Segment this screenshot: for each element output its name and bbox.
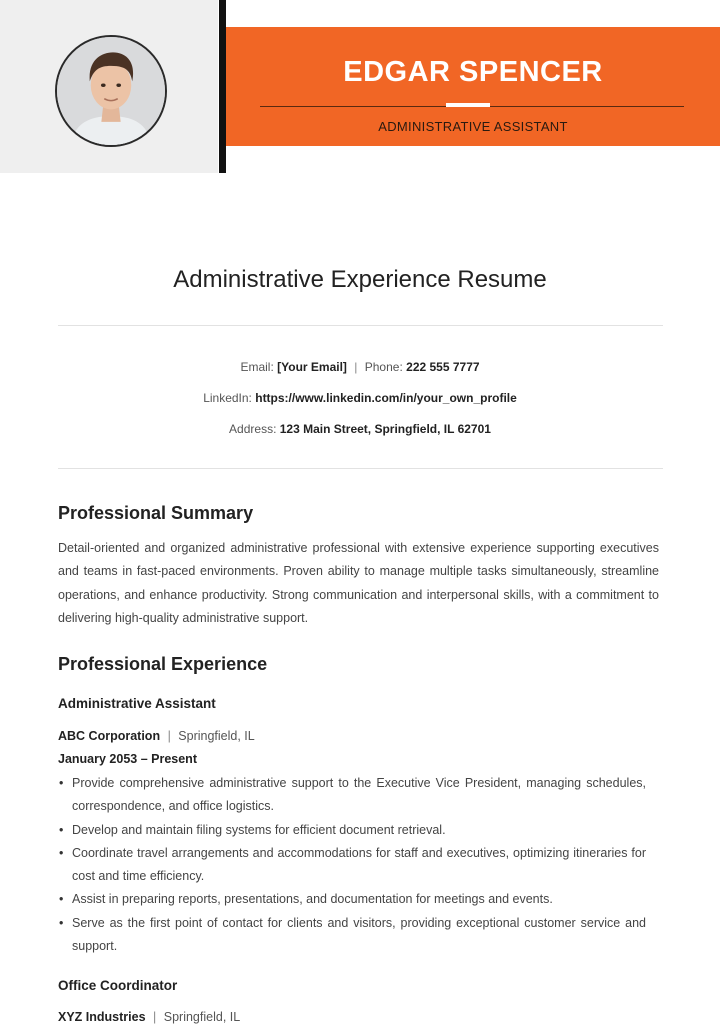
contact-address xyxy=(0,422,720,436)
list-item: • Provide comprehensive administrative support to the Executive Vice President, managing schedules, correspondence, and office logistics. xyxy=(58,772,646,819)
name-banner xyxy=(226,27,720,146)
job-dates: January 2053 – Present xyxy=(58,752,197,766)
contact-email-phone xyxy=(0,360,720,374)
email-label: Email: xyxy=(240,360,274,374)
company-name: XYZ Industries xyxy=(58,1010,146,1024)
divider-bottom xyxy=(58,468,663,469)
list-item: • Develop and maintain filing systems for efficient document retrieval. xyxy=(58,819,646,842)
list-item: • Coordinate travel arrangements and accommodations for staff and executives, optimizing itineraries for cost and time efficiency. xyxy=(58,842,646,889)
email-value: [Your Email] xyxy=(277,360,347,374)
document-title: Administrative Experience Resume xyxy=(173,266,547,293)
company-separator: | xyxy=(153,1010,157,1024)
contact-linkedin xyxy=(0,391,720,405)
list-item: • Serve as the first point of contact for clients and visitors, providing exceptional customer service and support. xyxy=(58,912,646,959)
summary-text: Detail-oriented and organized administrative professional with extensive experience supporting executives and teams in fast-paced environments. Proven ability to manage multiple tasks simultaneously, streamline operations, and enhance productivity. Strong communication and interpersonal skills, with a commitment to delivering high-quality administrative support. xyxy=(58,541,659,625)
phone-value: 222 555 7777 xyxy=(406,360,480,374)
divider-top xyxy=(58,325,663,326)
job-title: Office Coordinator xyxy=(58,978,178,993)
address-value: 123 Main Street, Springfield, IL 62701 xyxy=(279,422,491,436)
candidate-role: ADMINISTRATIVE ASSISTANT xyxy=(378,119,568,134)
profile-photo xyxy=(57,37,165,145)
banner-accent xyxy=(446,103,490,107)
company-name: ABC Corporation xyxy=(58,729,161,743)
header-divider-bar xyxy=(219,0,226,173)
job-company xyxy=(58,729,255,743)
job-responsibilities xyxy=(58,772,646,958)
company-location: Springfield, IL xyxy=(163,1010,241,1024)
company-separator: | xyxy=(167,729,171,743)
summary-heading: Professional Summary xyxy=(58,503,254,523)
contact-separator: | xyxy=(354,360,358,374)
experience-heading: Professional Experience xyxy=(58,654,268,674)
address-label: Address: xyxy=(229,422,277,436)
list-item: • Assist in preparing reports, presentations, and documentation for meetings and events. xyxy=(58,888,646,911)
phone-label: Phone: xyxy=(364,360,403,374)
linkedin-value[interactable]: https://www.linkedin.com/in/your_own_profile xyxy=(255,391,517,405)
job-company xyxy=(58,1010,240,1024)
candidate-name: EDGAR SPENCER xyxy=(343,56,603,88)
linkedin-label: LinkedIn: xyxy=(203,391,252,405)
avatar xyxy=(55,35,167,147)
company-location: Springfield, IL xyxy=(178,729,255,743)
job-title: Administrative Assistant xyxy=(58,696,216,711)
